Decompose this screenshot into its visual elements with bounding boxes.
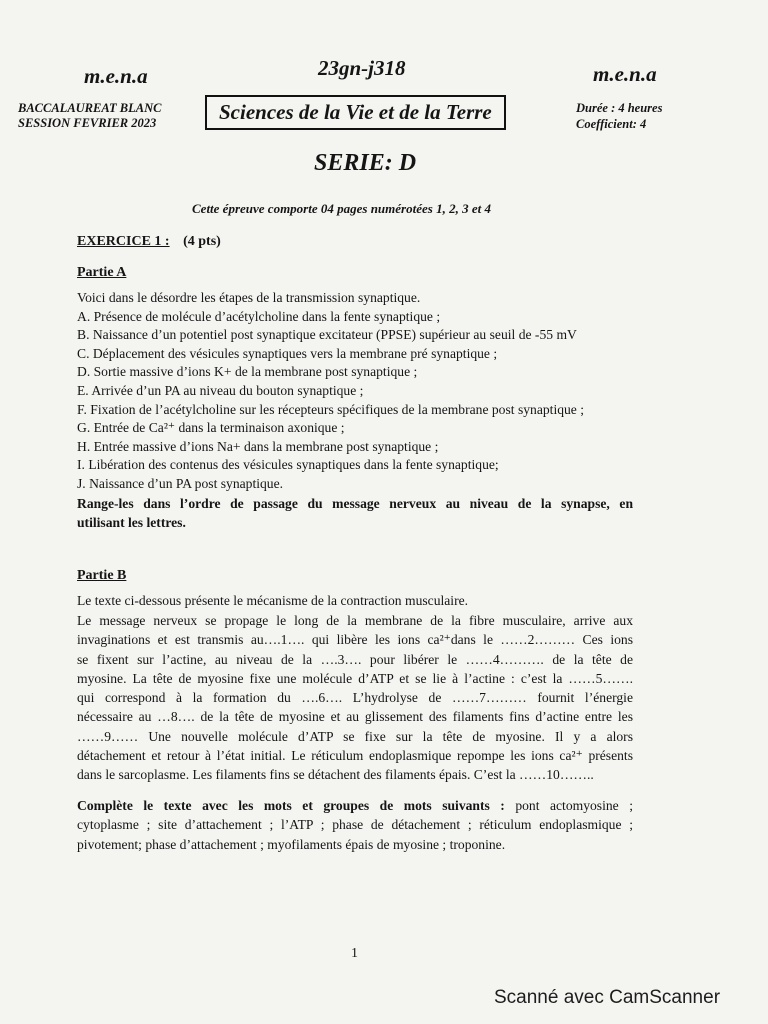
- exercise-title: EXERCICE 1 :: [77, 234, 170, 249]
- partie-a-instruction: [77, 494, 633, 532]
- exercise-heading: [77, 234, 221, 250]
- partie-b-instruction: [77, 796, 633, 854]
- bac-line: BACCALAUREAT BLANC: [18, 101, 162, 115]
- header-right-mena: m.e.n.a: [593, 62, 657, 86]
- list-item: F. Fixation de l’acétylcholine sur les récepteurs spécifiques de la membrane post synaptique ;: [77, 401, 585, 417]
- exam-code: 23gn-j318: [318, 56, 406, 80]
- instruction-line: Range-les dans l’ordre de passage du message nerveux au niveau de la synapse, en: [77, 496, 633, 511]
- text-line: myosine. La tête de myosine fixe une molécule d’ATP et se lie à l’actine : c’est la ……5…….: [77, 670, 633, 686]
- page-number: 1: [351, 946, 358, 961]
- partie-b-title: Partie B: [77, 568, 127, 583]
- duration: Durée : 4 heures: [576, 101, 663, 115]
- instruction-line: utilisant les lettres.: [77, 515, 186, 530]
- text-line: se fixent sur l’actine, au niveau de la ….3…. pour libérer le ……4………. de la tête de: [77, 651, 633, 667]
- list-item: E. Arrivée d’un PA au niveau du bouton synaptique ;: [77, 382, 364, 398]
- duration-block: [576, 100, 662, 132]
- partie-b-text: [77, 611, 633, 785]
- text-line: détachement et retour à l’état initial. Le réticulum endoplasmique repompe les ions ca²⁺ présents: [77, 748, 633, 764]
- word-list-line: pivotement; phase d’attachement ; myofilaments épais de myosine ; troponine.: [77, 836, 506, 852]
- list-item: I. Libération des contenus des vésicules synaptiques dans la fente synaptique;: [77, 457, 499, 473]
- list-item: B. Naissance d’un potentiel post synaptique excitateur (PPSE) supérieur au seuil de -55 mV: [77, 327, 577, 343]
- text-line: dans le sarcoplasme. Les filaments fins se détachent des filaments épais. C’est la ……10……..: [77, 767, 594, 783]
- list-item: D. Sortie massive d’ions K+ de la membrane post synaptique ;: [77, 364, 418, 380]
- text-line: nécessaire au …8…. de la tête de myosine et au glissement des filaments fins d’actine entre les: [77, 709, 633, 725]
- text-line: ……9…… Une nouvelle molécule d’ATP se fixe sur la tête de myosine. Il y a alors: [77, 728, 633, 744]
- partie-a-body: [77, 289, 637, 494]
- partie-a-title: Partie A: [77, 265, 127, 280]
- word-list-line: cytoplasme ; site d’attachement ; l’ATP ; phase de détachement ; réticulum endoplasmique ;: [77, 817, 633, 833]
- exercise-points: (4 pts): [183, 234, 221, 249]
- header-left-mena: m.e.n.a: [84, 64, 148, 88]
- list-item: G. Entrée de Ca²⁺ dans la terminaison axonique ;: [77, 420, 345, 436]
- list-item: C. Déplacement des vésicules synaptiques vers la membrane pré synaptique ;: [77, 345, 498, 361]
- instruction-bold: Complète le texte avec les mots et groupes de mots suivants :: [77, 798, 505, 813]
- partie-a-intro: Voici dans le désordre les étapes de la transmission synaptique.: [77, 290, 421, 305]
- camscanner-watermark: Scanné avec CamScanner: [494, 987, 721, 1008]
- text-line: Le message nerveux se propage le long de la membrane de la fibre musculaire, arrive aux: [77, 613, 633, 628]
- text-line: qui correspond à la formation du ….6…. L’hydrolyse de ……7……… fournit l’énergie: [77, 690, 633, 706]
- text-line: invaginations et est transmis au….1…. qui libère les ions ca²⁺dans le ……2……… Ces ions: [77, 632, 633, 648]
- list-item: A. Présence de molécule d’acétylcholine dans la fente synaptique ;: [77, 308, 441, 324]
- coefficient: Coefficient: 4: [576, 117, 647, 131]
- subject-title-box: Sciences de la Vie et de la Terre: [205, 95, 506, 130]
- session-block: [18, 101, 161, 131]
- list-item: J. Naissance d’un PA post synaptique.: [77, 475, 284, 491]
- word-list-start: pont actomyosine ;: [504, 798, 633, 813]
- serie-title: SERIE: D: [314, 150, 417, 176]
- instruction-line: [77, 796, 633, 815]
- page-count-note: Cette épreuve comporte 04 pages numérotées 1, 2, 3 et 4: [192, 201, 491, 216]
- list-item: H. Entrée massive d’ions Na+ dans la membrane post synaptique ;: [77, 438, 439, 454]
- session-line: SESSION FEVRIER 2023: [18, 116, 157, 130]
- partie-b-intro: Le texte ci-dessous présente le mécanisme de la contraction musculaire.: [77, 593, 469, 608]
